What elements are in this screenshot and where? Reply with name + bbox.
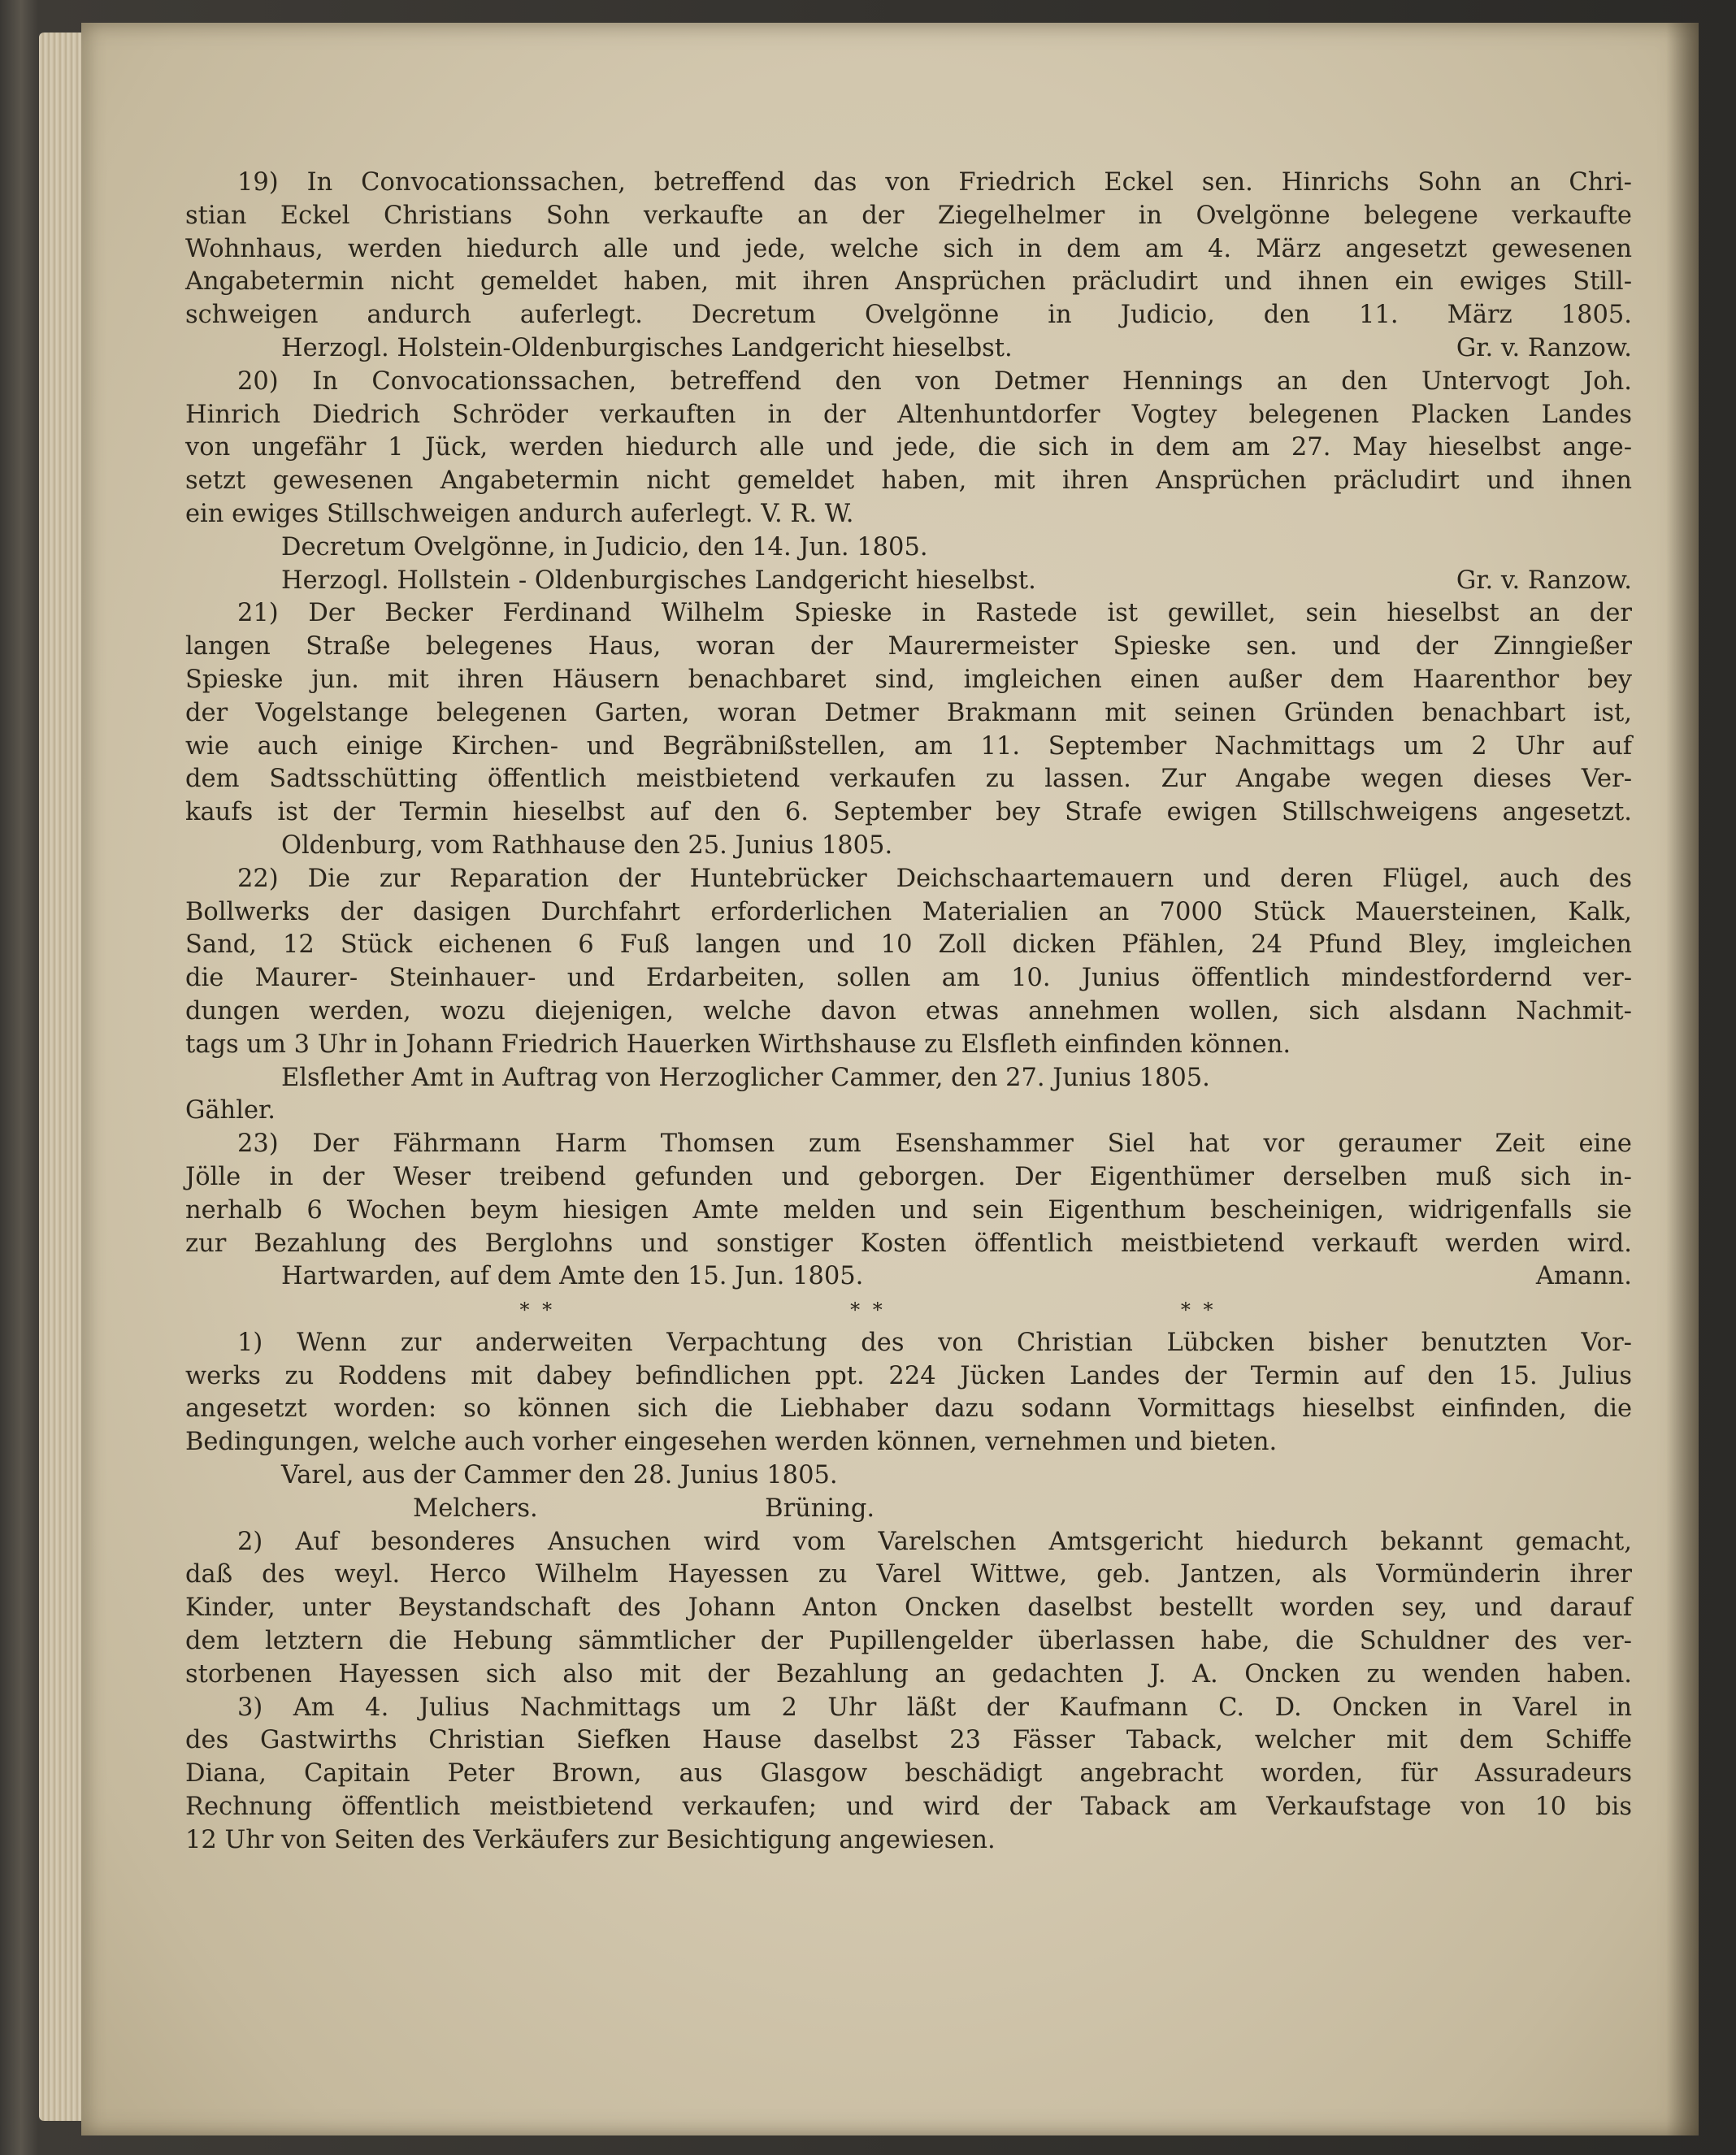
official-name: Gähler. <box>185 1096 276 1125</box>
entry-20 <box>185 366 1632 598</box>
place-date-line: Oldenburg, vom Rathhause den 25. Junius 1805. <box>281 830 893 860</box>
official-name: Amann. <box>1535 1262 1632 1291</box>
court-signature: Herzogl. Hollstein - Oldenburgisches Landgericht hieselbst. <box>281 566 1036 595</box>
text-line: werks zu Roddens mit dabey befindlichen ppt. 224 Jücken Landes der Termin auf den 15. Julius <box>185 1361 1632 1390</box>
text-line: daß des weyl. Herco Wilhelm Hayessen zu Varel Wittwe, geb. Jantzen, als Vormünderin ihrer <box>185 1560 1632 1589</box>
page-edges <box>39 33 88 2121</box>
varel-entry-1 <box>185 1327 1632 1526</box>
text-line: Bedingungen, welche auch vorher eingesehen werden können, vernehmen und bieten. <box>185 1428 1278 1457</box>
text-line: zur Bezahlung des Berglohns und sonstiger Kosten öffentlich meistbietend verkauft werden wird. <box>185 1229 1632 1258</box>
place-date-line: Elsflether Amt in Auftrag von Herzoglicher Cammer, den 27. Junius 1805. <box>281 1063 1210 1092</box>
text-line: Bollwerks der dasigen Durchfahrt erforderlichen Materialien an 7000 Stück Mauersteinen, Kalk, <box>185 897 1632 926</box>
text-line: stian Eckel Christians Sohn verkaufte an der Ziegelhelmer in Ovelgönne belegene verkaufte <box>185 201 1632 230</box>
text-line: Spieske jun. mit ihren Häusern benachbaret sind, imgleichen einen außer dem Haarenthor bey <box>185 665 1632 694</box>
entry-23 <box>185 1128 1632 1294</box>
text-line: die Maurer- Steinhauer- und Erdarbeiten, sollen am 10. Junius öffentlich mindestfordernd ver- <box>185 964 1632 993</box>
text-line: Sand, 12 Stück eichenen 6 Fuß langen und 10 Zoll dicken Pfählen, 24 Pfund Bley, imgleichen <box>185 930 1632 960</box>
official-name: Gr. v. Ranzow. <box>1456 333 1632 362</box>
text-line: 1) Wenn zur anderweiten Verpachtung des von Christian Lübcken bisher benutzten Vor- <box>237 1328 1632 1357</box>
text-line: Kinder, unter Beystandschaft des Johann Anton Oncken daselbst bestellt worden sey, und darauf <box>185 1593 1632 1623</box>
asterism-icon: * * <box>850 1299 886 1322</box>
text-line: der Vogelstange belegenen Garten, woran Detmer Brakmann mit seinen Gründen benachbart ist, <box>185 698 1632 727</box>
page-gutter <box>1666 23 1699 2135</box>
text-line: ein ewiges Stillschweigen andurch auferlegt. V. R. W. <box>185 499 854 528</box>
text-line: Wohnhaus, werden hiedurch alle und jede, welche sich in dem am 4. März angesetzt gewesenen <box>185 234 1632 263</box>
varel-entry-3 <box>185 1692 1632 1858</box>
text-line: Diana, Capitain Peter Brown, aus Glasgow beschädigt angebracht worden, für Assuradeurs <box>185 1759 1632 1789</box>
place-date: Hartwarden, auf dem Amte den 15. Jun. 1805. <box>281 1262 864 1291</box>
text-line: tags um 3 Uhr in Johann Friedrich Hauerken Wirthshause zu Elsfleth einfinden können. <box>185 1030 1291 1059</box>
text-line: 2) Auf besonderes Ansuchen wird vom Varelschen Amtsgericht hiedurch bekannt gemacht, <box>237 1527 1632 1556</box>
text-line: 12 Uhr von Seiten des Verkäufers zur Besichtigung angewiesen. <box>185 1825 996 1854</box>
entry-22 <box>185 863 1632 1128</box>
signatories <box>185 1493 1632 1526</box>
varel-entry-2 <box>185 1526 1632 1692</box>
signature-line <box>185 332 1632 366</box>
text-line: 22) Die zur Reparation der Huntebrücker Deichschaartemauern und deren Flügel, auch des <box>237 864 1632 893</box>
asterism-icon: * * <box>1180 1299 1217 1322</box>
decree-line: Decretum Ovelgönne, in Judicio, den 14. Jun. 1805. <box>281 532 928 562</box>
official-name: Gr. v. Ranzow. <box>1456 566 1632 595</box>
text-line: Rechnung öffentlich meistbietend verkaufen; und wird der Taback am Verkaufstage von 10 bis <box>185 1793 1632 1822</box>
entry-19 <box>185 167 1632 366</box>
text-line: 19) In Convocationssachen, betreffend das von Friedrich Eckel sen. Hinrichs Sohn an Chri- <box>237 168 1632 197</box>
text-line: langen Straße belegenes Haus, woran der Maurermeister Spieske sen. und der Zinngießer <box>185 632 1632 661</box>
text-line: angesetzt worden: so können sich die Liebhaber dazu sodann Vormittags hieselbst einfinden, die <box>185 1394 1632 1424</box>
text-line: dem Sadtsschütting öffentlich meistbietend verkaufen zu lassen. Zur Angabe wegen dieses Ver- <box>185 765 1632 794</box>
section-separator <box>185 1294 1632 1327</box>
text-line: setzt gewesenen Angabetermin nicht gemeldet haben, mit ihren Ansprüchen präcludirt und ihnen <box>185 466 1632 496</box>
text-line: nerhalb 6 Wochen beym hiesigen Amte melden und sein Eigenthum bescheinigen, widrigenfalls sie <box>185 1195 1632 1225</box>
signature-line <box>185 1260 1632 1294</box>
text-line: 20) In Convocationssachen, betreffend den von Detmer Hennings an den Untervogt Joh. <box>237 366 1632 396</box>
place-date-line: Varel, aus der Cammer den 28. Junius 1805. <box>281 1461 838 1490</box>
text-line: 21) Der Becker Ferdinand Wilhelm Spieske in Rastede ist gewillet, sein hieselbst an der <box>237 599 1632 628</box>
text-line: 23) Der Fährmann Harm Thomsen zum Esenshammer Siel hat vor geraumer Zeit eine <box>237 1130 1632 1159</box>
text-line: Hinrich Diedrich Schröder verkauften in der Altenhuntdorfer Vogtey belegenen Placken Landes <box>185 400 1632 429</box>
text-line: dungen werden, wozu diejenigen, welche davon etwas annehmen wollen, sich alsdann Nachmit- <box>185 996 1632 1025</box>
asterism-icon: * * <box>519 1299 556 1322</box>
text-line: 3) Am 4. Julius Nachmittags um 2 Uhr läßt der Kaufmann C. D. Oncken in Varel in <box>237 1693 1632 1722</box>
text-line: dem letztern die Hebung sämmtlicher der Pupillengelder überlassen habe, die Schuldner des ver- <box>185 1627 1632 1656</box>
text-line: Jölle in der Weser treibend gefunden und geborgen. Der Eigenthümer derselben muß sich in- <box>185 1162 1632 1191</box>
entry-21 <box>185 597 1632 862</box>
text-line: schweigen andurch auferlegt. Decretum Ovelgönne in Judicio, den 11. März 1805. <box>185 301 1632 330</box>
text-line: kaufs ist der Termin hieselbst auf den 6. September bey Strafe ewigen Stillschweigens angesetzt. <box>185 798 1632 827</box>
signature-line <box>185 565 1632 598</box>
text-line: storbenen Hayessen sich also mit der Bezahlung an gedachten J. A. Oncken zu wenden haben. <box>185 1659 1632 1689</box>
text-line: wie auch einige Kirchen- und Begräbnißstellen, am 11. September Nachmittags um 2 Uhr auf <box>185 731 1632 761</box>
official-name: Melchers. <box>413 1494 538 1523</box>
text-line: des Gastwirths Christian Siefken Hause daselbst 23 Fässer Taback, welcher mit dem Schiffe <box>185 1726 1632 1755</box>
text-line: von ungefähr 1 Jück, werden hiedurch alle und jede, die sich in dem am 27. May hieselbst ange- <box>185 433 1632 462</box>
text-line: Angabetermin nicht gemeldet haben, mit ihren Ansprüchen präcludirt und ihnen ein ewiges Still- <box>185 267 1632 297</box>
court-signature: Herzogl. Holstein-Oldenburgisches Landgericht hieselbst. <box>281 333 1013 362</box>
page-text <box>185 167 1632 1858</box>
official-name: Brüning. <box>765 1494 875 1523</box>
